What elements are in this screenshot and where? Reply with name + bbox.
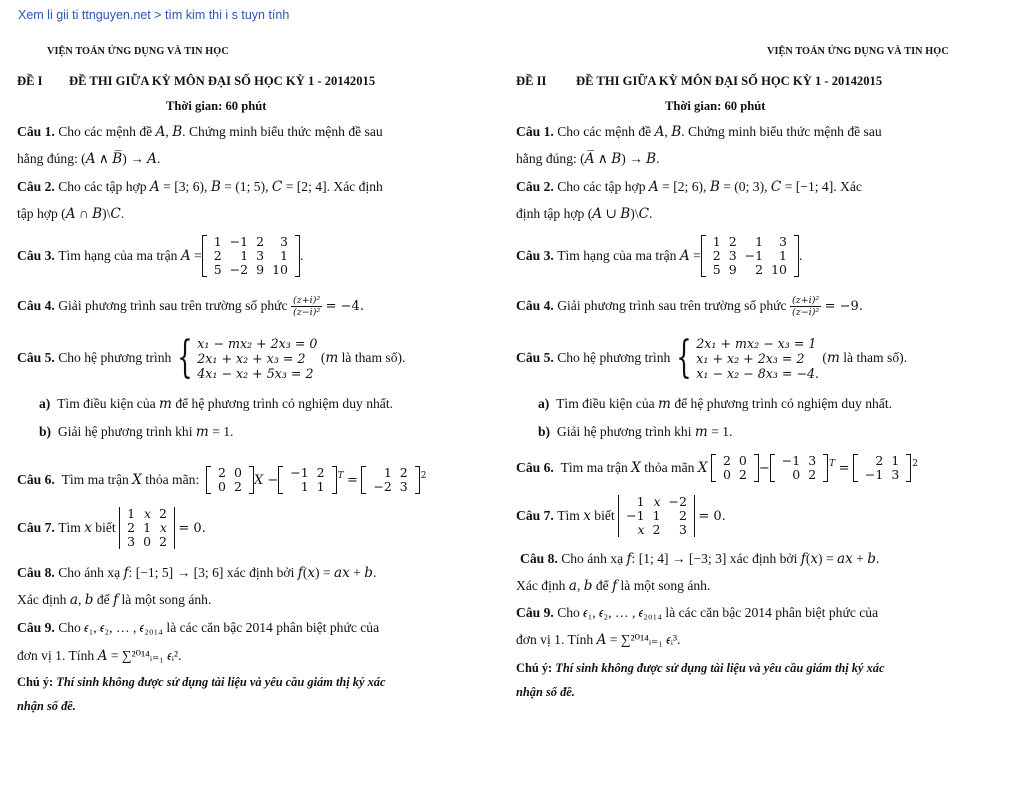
matrix-cell: 1 (143, 520, 152, 535)
matrix-cell: 2 (808, 467, 817, 482)
question-5b: b) Giải hệ phương trình khi 𝑚 = 1. (538, 424, 733, 439)
matrix-cell: −1 (864, 467, 884, 482)
matrix-cell: 2 (213, 248, 222, 263)
question-3: Câu 3. Tìm hạng của ma trận 𝐴 = 1 2 1 3 2 3 −1 1 5 9 2 10 . (516, 234, 803, 277)
matrix-cell: 2 (127, 520, 136, 535)
matrix-cell: 0 (738, 453, 747, 468)
question-1: Câu 1. Cho các mệnh đề 𝐴, 𝐵. Chứng minh biểu thức mệnh đề sau (17, 124, 383, 139)
matrix-cell: 5 (712, 262, 721, 277)
matrix-cell: 3 (256, 248, 265, 263)
question-5a: a) Tìm điều kiện của 𝑚 để hệ phương trình có nghiệm duy nhất. (39, 396, 393, 411)
matrix-cell: −1 (626, 508, 645, 523)
question-4: Câu 4. Giải phương trình sau trên trường số phức $\frac{\text{(z+i)²}}{\text{(z−i)²}}$ = −4. (17, 294, 364, 318)
matrix-m1 (206, 466, 254, 494)
matrix-cell: 5 (213, 262, 222, 277)
question-8: Câu 8. Cho ánh xạ 𝑓: [1; 4] → [−3; 3] xác định bởi 𝑓(𝑥) = 𝑎𝑥 + 𝑏. (520, 551, 880, 566)
exam-time: Thời gian: 60 phút (665, 99, 766, 113)
question-8-cont: Xác định 𝑎, 𝑏 để 𝑓 là một song ánh. (17, 592, 212, 607)
equation-line: 2𝑥₁ + 𝑚𝑥₂ − 𝑥₃ = 1 (696, 335, 817, 351)
matrix-a (701, 235, 799, 277)
matrix-cell: 1 (213, 234, 222, 249)
matrix-cell: 3 (808, 453, 817, 468)
matrix-m1 (711, 454, 759, 482)
matrix-cell: 2 (159, 506, 167, 521)
matrix-cell: 1 (779, 248, 787, 263)
matrix-cell: −2 (668, 494, 687, 509)
matrix-cell: 2 (399, 465, 408, 480)
matrix-cell: 2 (233, 479, 242, 494)
fraction: $\frac{\text{(z+i)²}}{\text{(z−i)²}}$ (792, 294, 820, 318)
matrix-cell: 1 (240, 248, 249, 263)
matrix-cell: 2 (712, 248, 721, 263)
exam-number: ĐỀ II (516, 74, 547, 88)
matrix-m2 (278, 466, 336, 494)
matrix-cell: 3 (728, 248, 737, 263)
exam-2 (516, 0, 948, 791)
note-cont: nhận số đề. (516, 685, 575, 699)
question-3: Câu 3. Tìm hạng của ma trận 𝐴 = 1 −1 2 3 2 1 3 1 5 −2 9 10 . (17, 234, 304, 277)
matrix-cell: 2 (159, 534, 167, 549)
question-7: Câu 7. Tìm 𝑥 biết 1 𝑥 −2 −1 1 2 𝑥 2 3 = 0. (516, 494, 726, 537)
matrix-cell: 2 (218, 465, 226, 480)
matrix-cell: 𝑥 (653, 494, 661, 509)
matrix-a (202, 235, 300, 277)
equation-line: 4𝑥₁ − 𝑥₂ + 5𝑥₃ = 2 (197, 365, 314, 381)
matrix-cell: 𝑥 (159, 520, 167, 535)
matrix-cell: −2 (373, 479, 392, 494)
exam-title: ĐỀ THI GIỮA KỲ MÔN ĐẠI SỐ HỌC KỲ 1 - 20142015 (576, 74, 883, 88)
question-5: Câu 5. Cho hệ phương trình { 2𝑥₁ + 𝑚𝑥₂ − 𝑥₃ = 1 𝑥₁ + 𝑥₂ + 2𝑥₃ = 2 𝑥₁ − 𝑥₂ − 8𝑥₃ = −4. (𝑚 là tham số). (516, 332, 908, 383)
matrix-cell: 2 (738, 467, 747, 482)
matrix-cell: 2 (722, 453, 731, 468)
matrix-cell: 1 (316, 479, 325, 494)
question-7: Câu 7. Tìm 𝑥 biết 1 𝑥 2 2 1 𝑥 3 0 2 = 0. (17, 506, 206, 549)
question-1-cont: hằng đúng: (𝐴 ∧ 𝐵̅) → 𝐴. (17, 151, 161, 166)
note-cont: nhận số đề. (17, 699, 76, 713)
question-9-cont: đơn vị 1. Tính 𝐴 = ∑²⁰¹⁴ᵢ₌₁ 𝜖ᵢ². (17, 648, 182, 663)
question-5: Câu 5. Cho hệ phương trình { 𝑥₁ − 𝑚𝑥₂ + 2𝑥₃ = 0 2𝑥₁ + 𝑥₂ + 𝑥₃ = 2 4𝑥₁ − 𝑥₂ + 5𝑥₃ = 2 (𝑚 là tham số). (17, 332, 406, 383)
matrix-cell: −2 (229, 262, 249, 277)
source-link[interactable]: Xem li gii ti ttnguyen.net > tìm kim thi i s tuyn tính (18, 8, 290, 22)
matrix-cell: 2 (755, 262, 764, 277)
fraction: $\frac{\text{(z+i)²}}{\text{(z−i)²}}$ (293, 294, 321, 318)
exam-number: ĐỀ I (17, 74, 43, 88)
matrix-cell: 1 (891, 453, 900, 468)
matrix-cell: −1 (290, 465, 309, 480)
matrix-cell: 10 (771, 262, 787, 277)
question-2-cont: định tập hợp (𝐴 ∪ 𝐵)\𝐶. (516, 206, 653, 221)
matrix-cell: 0 (792, 467, 801, 482)
matrix-m3 (853, 454, 911, 482)
question-1: Câu 1. Cho các mệnh đề 𝐴, 𝐵. Chứng minh biểu thức mệnh đề sau (516, 124, 882, 139)
question-9: Câu 9. Cho 𝜖₁, 𝜖₂, … , 𝜖₂₀₁₄ là các căn bậc 2014 phân biệt phức của (516, 605, 879, 620)
matrix-cell: 1 (383, 465, 392, 480)
note: Chú ý: Thí sinh không được sử dụng tài liệu và yêu cầu giám thị ký xác (516, 661, 885, 675)
question-9: Câu 9. Cho 𝜖₁, 𝜖₂, … , 𝜖₂₀₁₄ là các căn bậc 2014 phân biệt phức của (17, 620, 380, 635)
question-5b: b) Giải hệ phương trình khi 𝑚 = 1. (39, 424, 234, 439)
question-2-cont: tập hợp (𝐴 ∩ 𝐵)\𝐶. (17, 206, 125, 221)
matrix-cell: 2 (678, 508, 687, 523)
matrix-cell: 1 (755, 234, 764, 249)
matrix-m2 (770, 454, 828, 482)
question-5a: a) Tìm điều kiện của 𝑚 để hệ phương trình có nghiệm duy nhất. (538, 396, 892, 411)
matrix-cell: 9 (728, 262, 737, 277)
matrix-cell: 3 (678, 522, 687, 537)
equation-system: { 𝑥₁ − 𝑚𝑥₂ + 2𝑥₃ = 0 2𝑥₁ + 𝑥₂ + 𝑥₃ = 2 4𝑥₁ − 𝑥₂ + 5𝑥₃ = 2 (177, 332, 318, 383)
question-2: Câu 2. Cho các tập hợp 𝐴 = [2; 6), 𝐵 = (0; 3), 𝐶 = [−1; 4]. Xác (516, 179, 862, 194)
matrix-cell: 3 (127, 534, 136, 549)
matrix-cell: 2 (728, 234, 737, 249)
matrix-cell: 2 (316, 465, 325, 480)
matrix-cell: 2 (652, 522, 661, 537)
matrix-cell: 3 (280, 234, 288, 249)
matrix-cell: 1 (300, 479, 309, 494)
matrix-cell: 1 (712, 234, 721, 249)
question-8: Câu 8. Cho ánh xạ 𝑓: [−1; 5] → [3; 6] xác định bởi 𝑓(𝑥) = 𝑎𝑥 + 𝑏. (17, 565, 377, 580)
matrix-cell: 1 (127, 506, 136, 521)
matrix-cell: 0 (233, 465, 242, 480)
matrix-cell: −1 (744, 248, 764, 263)
equation-line: 𝑥₁ + 𝑥₂ + 2𝑥₃ = 2 (696, 350, 805, 366)
question-8-cont: Xác định 𝑎, 𝑏 để 𝑓 là một song ánh. (516, 578, 711, 593)
matrix-cell: 1 (652, 508, 661, 523)
equation-line: 𝑥₁ − 𝑚𝑥₂ + 2𝑥₃ = 0 (197, 335, 318, 351)
matrix-cell: 0 (143, 534, 152, 549)
matrix-cell: 3 (891, 467, 900, 482)
matrix-m3 (361, 466, 419, 494)
matrix-cell: −1 (229, 234, 249, 249)
matrix-cell: 1 (636, 494, 645, 509)
matrix-cell: −1 (781, 453, 801, 468)
determinant (119, 507, 175, 549)
matrix-cell: 10 (272, 262, 288, 277)
question-4: Câu 4. Giải phương trình sau trên trường số phức $\frac{\text{(z+i)²}}{\text{(z−i)²}}$ = −9. (516, 294, 863, 318)
matrix-cell: 3 (399, 479, 408, 494)
matrix-cell: 𝑥 (143, 506, 152, 521)
question-1-cont: hằng đúng: (𝐴̅ ∧ 𝐵) → 𝐵. (516, 151, 660, 166)
matrix-cell: 9 (256, 262, 265, 277)
institute-name: VIỆN TOÁN ỨNG DỤNG VÀ TIN HỌC (767, 46, 949, 57)
exam-time: Thời gian: 60 phút (166, 99, 267, 113)
matrix-cell: 2 (256, 234, 265, 249)
question-2: Câu 2. Cho các tập hợp 𝐴 = [3; 6), 𝐵 = (1; 5), 𝐶 = [2; 4]. Xác định (17, 179, 383, 194)
matrix-cell: 1 (280, 248, 288, 263)
question-6: Câu 6. Tìm ma trận 𝑋 thỏa mãn: 2 0 0 2 𝑋 − −1 2 1 1 T = 1 2 −2 3 2 (17, 465, 427, 494)
equation-line: 2𝑥₁ + 𝑥₂ + 𝑥₃ = 2 (197, 350, 306, 366)
note: Chú ý: Thí sinh không được sử dụng tài liệu và yêu cầu giám thị ký xác (17, 675, 386, 689)
exam-title: ĐỀ THI GIỮA KỲ MÔN ĐẠI SỐ HỌC KỲ 1 - 20142015 (69, 74, 376, 88)
matrix-cell: 𝑥 (637, 522, 645, 537)
equation-line: 𝑥₁ − 𝑥₂ − 8𝑥₃ = −4. (696, 365, 820, 381)
institute-name: VIỆN TOÁN ỨNG DỤNG VÀ TIN HỌC (47, 46, 229, 57)
matrix-cell: 2 (875, 453, 884, 468)
determinant (618, 495, 695, 537)
equation-system: { 2𝑥₁ + 𝑚𝑥₂ − 𝑥₃ = 1 𝑥₁ + 𝑥₂ + 2𝑥₃ = 2 𝑥₁ − 𝑥₂ − 8𝑥₃ = −4. (676, 332, 820, 383)
matrix-cell: 0 (218, 479, 226, 494)
exam-1 (17, 0, 454, 791)
matrix-cell: 3 (779, 234, 787, 249)
question-9-cont: đơn vị 1. Tính 𝐴 = ∑²⁰¹⁴ᵢ₌₁ 𝜖ᵢ³. (516, 632, 681, 647)
matrix-cell: 0 (722, 467, 731, 482)
question-6: Câu 6. Tìm ma trận 𝑋 thỏa mãn 𝑋 2 0 0 2 − −1 3 0 2 T = 2 1 −1 3 2 (516, 453, 918, 482)
